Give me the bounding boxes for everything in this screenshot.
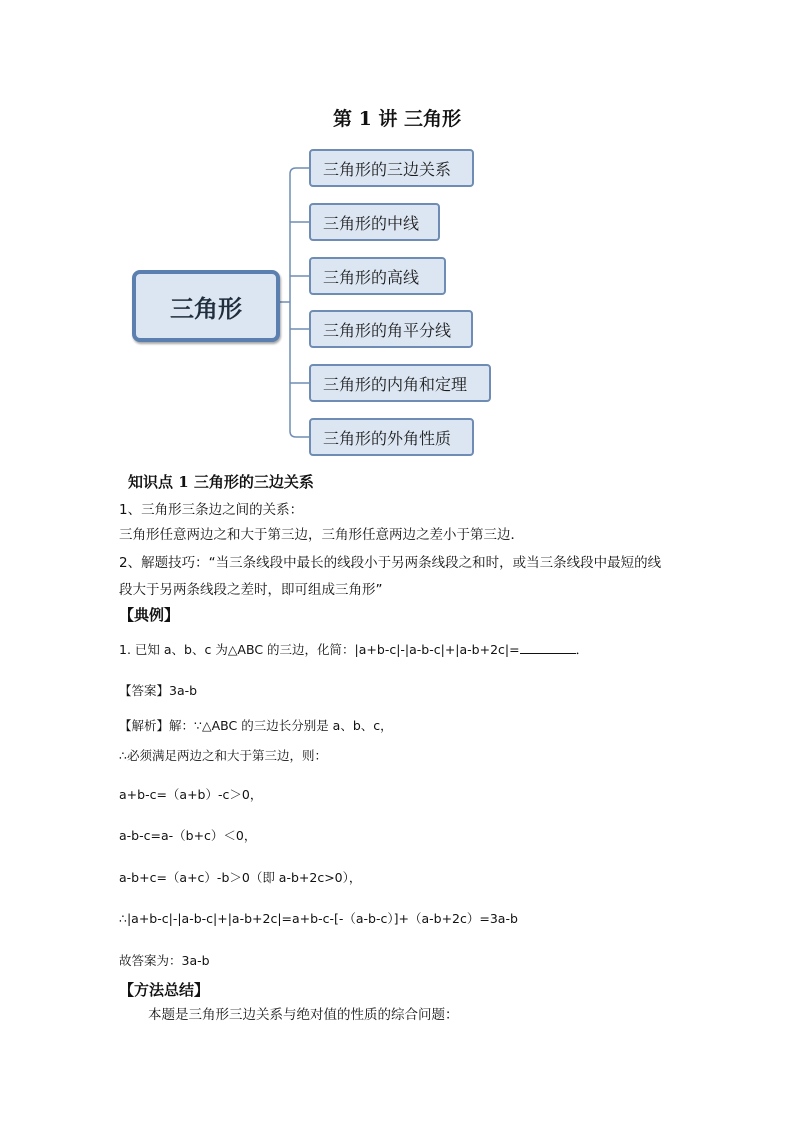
analysis-conclusion: 故答案为：3a-b: [119, 953, 210, 968]
mind-map: [0, 0, 794, 470]
mind-map-branch-interior-angle-sum: 三角形的内角和定理: [309, 364, 491, 402]
analysis-step-3: a-b-c=a-（b+c）＜0，: [119, 828, 257, 843]
method-text: 本题是三角形三边关系与绝对值的性质的综合问题：: [148, 1007, 459, 1023]
example-label: 【典例】: [119, 606, 180, 624]
question-text: 1. 已知 a、b、c 为△ABC 的三边，化简：|a+b-c|-|a-b-c|+|a-b+2c|=: [119, 642, 520, 657]
analysis-step-1: ∴必须满足两边之和大于第三边，则：: [119, 748, 327, 763]
point1-text: 三角形任意两边之和大于第三边，三角形任意两边之差小于第三边．: [119, 527, 524, 543]
connector-spine: [290, 168, 309, 437]
analysis-intro: 解：∵△ABC 的三边长分别是 a、b、c，: [169, 718, 393, 733]
mind-map-branch-altitude: 三角形的高线: [309, 257, 446, 295]
analysis-step-5: ∴|a+b-c|-|a-b-c|+|a-b+2c|=a+b-c-[-（a-b-c）]+（a-b+2c）=3a-b: [119, 911, 518, 926]
mind-map-branch-median: 三角形的中线: [309, 203, 440, 241]
mind-map-central-node: 三角形: [132, 270, 280, 342]
answer-line: [119, 681, 197, 699]
mind-map-branch-angle-bisector: 三角形的角平分线: [309, 310, 473, 348]
point2-line2: 段大于另两条线段之差时，即可组成三角形”: [119, 582, 383, 598]
answer-label: 【答案】: [119, 683, 170, 698]
answer-value: 3a-b: [169, 683, 198, 698]
analysis-step-4: a-b+c=（a+c）-b＞0（即 a-b+2c>0），: [119, 870, 362, 885]
method-label: 【方法总结】: [119, 981, 210, 999]
mind-map-branch-side-relations: 三角形的三边关系: [309, 149, 474, 187]
mind-map-branch-exterior-angle: 三角形的外角性质: [309, 418, 474, 456]
page-title: 第 1 讲 三角形: [332, 108, 462, 130]
analysis-step-2: a+b-c=（a+b）-c＞0，: [119, 787, 263, 802]
analysis-label: 【解析】: [119, 718, 170, 733]
example-question: [119, 640, 588, 658]
answer-blank: [520, 641, 576, 654]
point2-line1: 2、解题技巧：“当三条线段中最长的线段小于另两条线段之和时，或当三条线段中最短的线: [119, 555, 662, 571]
point1-title: 1、三角形三条边之间的关系：: [119, 502, 304, 518]
analysis-line: [119, 716, 393, 734]
question-end: ．: [575, 642, 589, 657]
section-heading: 知识点 1 三角形的三边关系: [128, 473, 314, 491]
